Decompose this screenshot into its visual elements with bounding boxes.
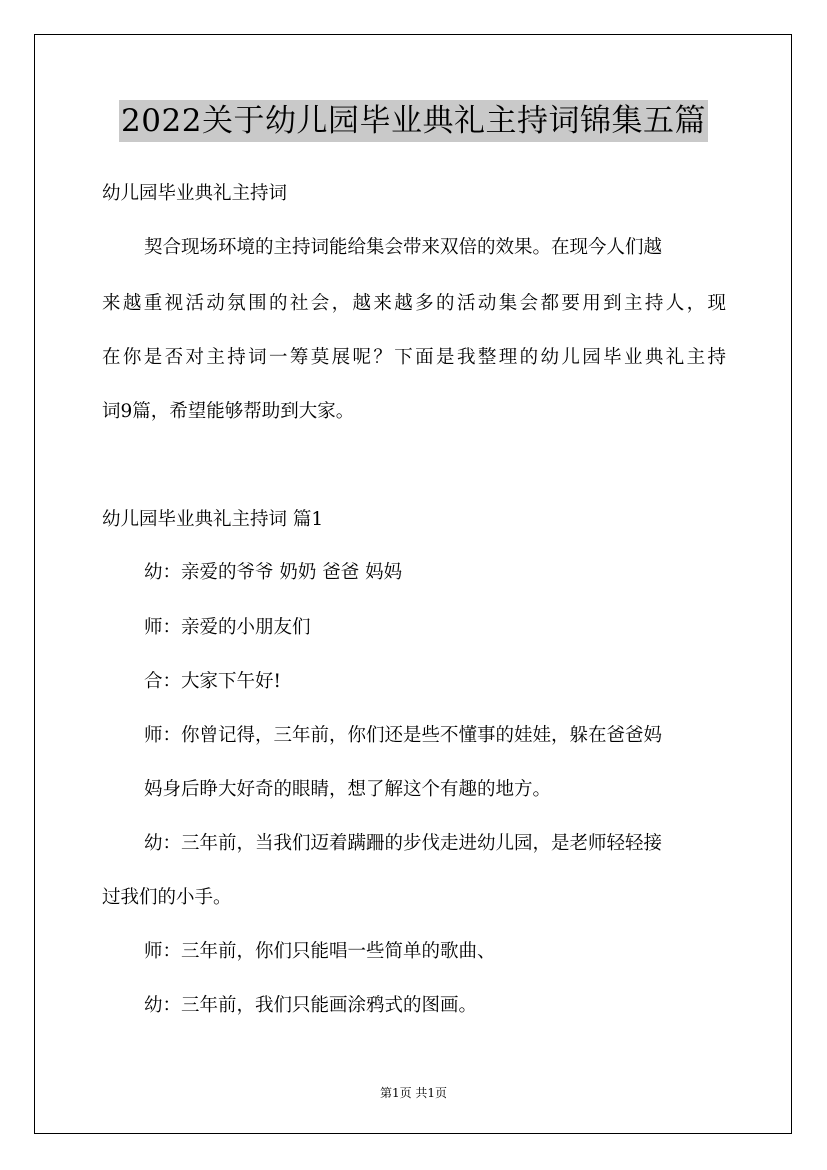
- section-heading: 幼儿园毕业典礼主持词: [102, 183, 288, 204]
- dialogue-line: 妈身后睁大好奇的眼睛，想了解这个有趣的地方。: [144, 779, 552, 800]
- page-footer: 第1页 共1页: [379, 1086, 448, 1100]
- dialogue-line: 师：你曾记得，三年前，你们还是些不懂事的娃娃，躲在爸爸妈: [144, 725, 663, 746]
- dialogue-line: 幼：三年前，我们只能画涂鸦式的图画。: [144, 995, 478, 1016]
- intro-line-4: 词9篇，希望能够帮助到大家。: [102, 401, 355, 422]
- dialogue-line: 幼：三年前，当我们迈着蹒跚的步伐走进幼儿园，是老师轻轻接: [144, 833, 663, 854]
- dialogue-line: 师：三年前，你们只能唱一些简单的歌曲、: [144, 941, 496, 962]
- intro-line-1: 契合现场环境的主持词能给集会带来双倍的效果。在现今人们越: [144, 237, 663, 258]
- dialogue-line: 过我们的小手。: [102, 887, 232, 908]
- dialogue-line: 师：亲爱的小朋友们: [144, 617, 311, 638]
- dialogue-line: 幼：亲爱的爷爷 奶奶 爸爸 妈妈: [144, 562, 403, 583]
- document-title: 2022关于幼儿园毕业典礼主持词锦集五篇: [119, 100, 708, 142]
- title-container: [0, 100, 827, 142]
- intro-line-3: 在你是否对主持词一筹莫展呢？下面是我整理的幼儿园毕业典礼主持: [102, 347, 726, 368]
- dialogue-line: 合：大家下午好!: [144, 671, 281, 692]
- part-heading: 幼儿园毕业典礼主持词 篇1: [102, 509, 324, 530]
- intro-line-2: 来越重视活动氛围的社会，越来越多的活动集会都要用到主持人，现: [102, 293, 726, 314]
